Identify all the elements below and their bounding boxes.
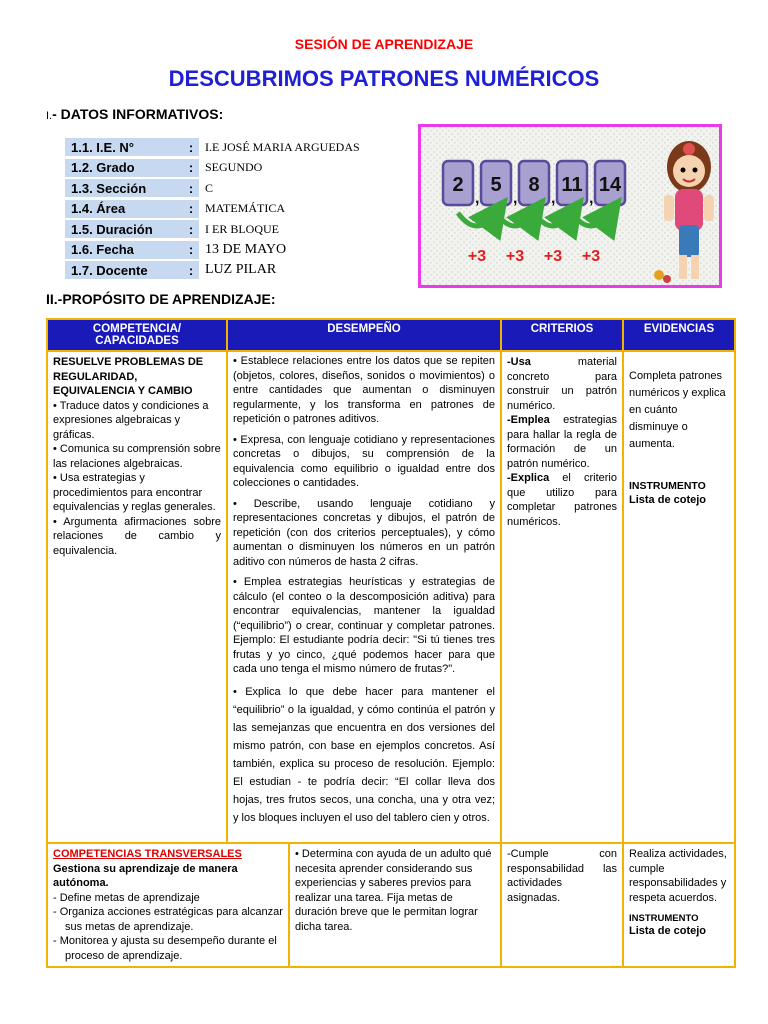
section-1-number: I. — [46, 110, 53, 122]
desempeno-cell — [227, 351, 501, 843]
header-desempeno: DESEMPEÑO — [227, 319, 501, 351]
info-colon: : — [183, 138, 199, 156]
criterio-item: -Usa material concreto para construir un patrón numérico. — [507, 356, 617, 412]
table-row-main — [47, 351, 735, 843]
info-row-duracion — [65, 219, 400, 240]
capacidad-item: • Usa estrategias y procedimientos para encontrar equivalencias y reglas generales. — [53, 472, 216, 513]
step-label: +3 — [581, 248, 601, 265]
info-key: 1.7. Docente — [65, 261, 183, 279]
info-value: I ER BLOQUE — [205, 221, 279, 236]
info-value: MATEMÁTICA — [205, 201, 285, 216]
learning-purpose-table — [46, 318, 736, 968]
info-key: 1.1. I.E. N° — [65, 138, 183, 156]
info-colon: : — [183, 220, 199, 238]
desempeno-item: • Emplea estrategias heurísticas y estrategias de cálculo (el conteo o la descomposición aditiva) para encontrar equivalencias, mantener la igualdad (“equilibrio”) o crear, continuar y completar patrones. Ejemplo: El estudiante podría decir: "Si tú tienes tres frutas y yo cinco, ¿qué podemos hacer para que cada uno tenga el mismo número de frutas?". — [233, 576, 495, 675]
transversal-criterio-cell — [501, 843, 623, 967]
header-competencia: COMPETENCIA/ CAPACIDADES — [47, 319, 227, 351]
info-key: 1.5. Duración — [65, 220, 183, 238]
comma: , — [513, 190, 518, 207]
section-1-heading — [46, 106, 223, 122]
table-row-transversal — [47, 843, 735, 967]
capacidad-item: • Traduce datos y condiciones a expresiones algebraicas y gráficas. — [53, 399, 209, 441]
transversal-item: - Monitorea y ajusta su desempeño durante el proceso de aprendizaje. — [53, 935, 277, 962]
number-pattern-illustration — [418, 124, 722, 288]
desempeno-item: • Explica lo que debe hacer para mantener el “equilibrio” o la igualdad, y cómo continúa el patrón y las semejanzas que encuentra en dos versiones del mismo patrón, con base en ejemplos concretos. Así también, explica su proceso de resolución. Ejemplo: El estudian - te podría decir: “El collar lleva dos hojas, tres frutos secos, una concha, una y otra vez; y los bloques incluyen el uso del tablero cien y otros. — [233, 685, 495, 824]
capacidad-item: • Argumenta afirmaciones sobre relaciones de cambio y equivalencia. — [53, 515, 221, 557]
step-label: +3 — [467, 248, 487, 265]
info-row-docente — [65, 260, 400, 281]
info-value: SEGUNDO — [205, 160, 263, 175]
info-value: 13 DE MAYO — [205, 241, 287, 257]
info-colon: : — [183, 179, 199, 197]
number-card-value: 8 — [528, 174, 540, 196]
header-evidencias: EVIDENCIAS — [623, 319, 735, 351]
section-2-heading: II.-PROPÓSITO DE APRENDIZAJE: — [46, 291, 276, 307]
session-title: SESIÓN DE APRENDIZAJE — [294, 36, 474, 52]
number-card-value: 5 — [490, 174, 502, 196]
criterio-item: -Emplea estrategias para hallar la regla de formación de un patrón numérico. — [507, 414, 617, 470]
info-value: C — [205, 180, 214, 195]
comma: , — [589, 190, 594, 207]
desempeno-item: • Establece relaciones entre los datos que se repiten (objetos, colores, diseños, sonidos o movimientos) o entre cantidades que aumentan o disminuyen regularmente, y los transforma en patrones de repetición o patrones aditivos. — [233, 355, 495, 425]
info-key: 1.6. Fecha — [65, 241, 183, 259]
info-key: 1.4. Área — [65, 200, 183, 218]
table-header-row — [47, 319, 735, 351]
info-value: LUZ PILAR — [205, 262, 277, 278]
desempeno-item: • Describe, usando lenguaje cotidiano y representaciones concretas y dibujos, el patrón de repetición (con dos criterios perceptuales), y cómo aumentan o disminuyen los números en un patrón aditivo con números de hasta 2 cifras. — [233, 497, 495, 568]
instrumento-label: INSTRUMENTO — [629, 480, 706, 492]
info-row-ie — [65, 137, 400, 158]
transversal-item: - Define metas de aprendizaje — [53, 891, 200, 904]
transversal-cell — [47, 843, 289, 967]
comma: , — [551, 190, 556, 207]
competencia-cell — [47, 351, 227, 843]
number-cards — [443, 161, 625, 207]
transversal-desempeno-cell — [289, 843, 501, 967]
info-value: I.E JOSÉ MARIA ARGUEDAS — [205, 139, 360, 154]
transversal-evidencia: Realiza actividades, cumple responsabilidades y respeta acuerdos. — [629, 848, 727, 904]
info-row-area — [65, 199, 400, 220]
step-label: +3 — [505, 248, 525, 265]
main-title: DESCUBRIMOS PATRONES NUMÉRICOS — [168, 66, 600, 91]
competencia-title: RESUELVE PROBLEMAS DE REGULARIDAD, EQUIVALENCIA Y CAMBIO — [53, 356, 204, 397]
desempeno-item: • Expresa, con lenguaje cotidiano y representaciones concretas o dibujos, su comprensión de la equivalencia como equilibrio o igualdad entre dos colecciones o cantidades. — [233, 433, 495, 489]
instrumento-value: Lista de cotejo — [629, 494, 707, 506]
criterio-item: -Explica el criterio que utilizo para completar patrones numéricos. — [507, 472, 617, 528]
number-card-value: 11 — [561, 174, 583, 196]
info-row-fecha — [65, 240, 400, 261]
number-card-value: 2 — [452, 174, 464, 196]
transversal-evidencia-cell — [623, 843, 735, 967]
info-colon: : — [183, 200, 199, 218]
transversal-criterio: -Cumple con responsabilidad las actividades asignadas. — [507, 848, 617, 904]
comma: , — [475, 190, 480, 207]
transversal-desempeno: • Determina con ayuda de un adulto qué necesita aprender considerando sus experiencias y saberes previos para realizar una tarea. Fija metas de duración breve que le permitan lograr dicha tarea. — [295, 848, 492, 933]
transversal-title: COMPETENCIAS TRANSVERSALES — [53, 848, 242, 860]
capacidad-item: • Comunica su comprensión sobre las relaciones algebraicas. — [53, 443, 221, 470]
info-row-grado — [65, 158, 400, 179]
transversal-item: - Organiza acciones estratégicas para alcanzar sus metas de aprendizaje. — [53, 906, 283, 933]
evidencia-text: Completa patrones numéricos y explica en cuánto disminuye o aumenta. — [629, 370, 726, 450]
step-label: +3 — [543, 248, 563, 265]
info-key: 1.2. Grado — [65, 159, 183, 177]
info-key: 1.3. Sección — [65, 179, 183, 197]
number-card-value: 14 — [598, 174, 622, 196]
pattern-illustration-svg — [421, 127, 719, 285]
header-criterios: CRITERIOS — [501, 319, 623, 351]
instrumento-value: Lista de cotejo — [629, 925, 707, 937]
info-colon: : — [183, 261, 199, 279]
info-colon: : — [183, 159, 199, 177]
evidencias-cell — [623, 351, 735, 843]
info-table — [65, 137, 400, 281]
info-colon: : — [183, 241, 199, 259]
info-row-seccion — [65, 178, 400, 199]
section-1-title: - DATOS INFORMATIVOS: — [52, 106, 224, 122]
instrumento-label: INSTRUMENTO — [629, 913, 699, 924]
transversal-subtitle: Gestiona su aprendizaje de manera autónoma. — [53, 862, 238, 889]
criterios-cell — [501, 351, 623, 843]
